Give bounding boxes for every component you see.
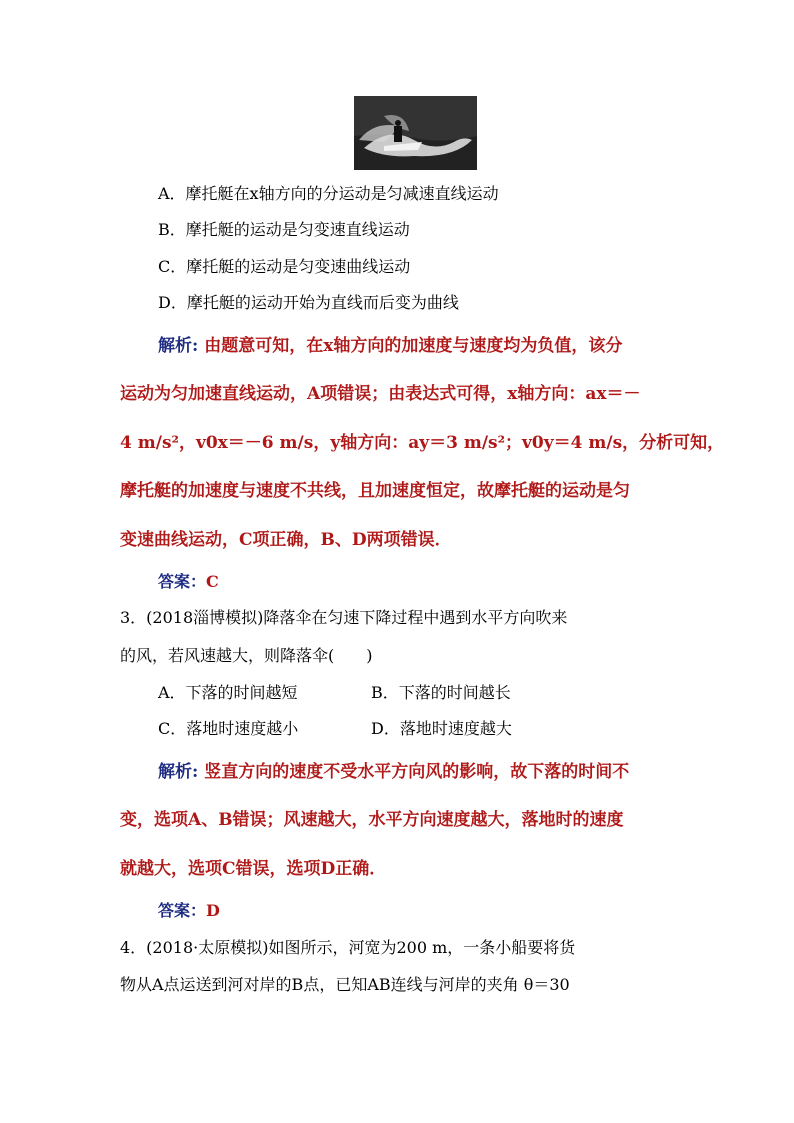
explanation-q3-line2: 变，选项A、B错误；风速越大，水平方向速度越大，落地时的速度 bbox=[120, 810, 624, 830]
question-3-line2: 的风，若风速越大，则降落伞( ) bbox=[120, 646, 373, 665]
option-q2-d: D．摩托艇的运动开始为直线而后变为曲线 bbox=[158, 293, 459, 312]
explanation-label: 解析: bbox=[158, 762, 199, 782]
explanation-q3-line3: 就越大，选项C错误，选项D正确． bbox=[120, 859, 387, 879]
option-q2-c: C．摩托艇的运动是匀变速曲线运动 bbox=[158, 257, 411, 276]
explanation-label: 解析: bbox=[158, 336, 199, 356]
explanation-q2-line3: 4 m/s²，v0x＝－6 m/s，y轴方向：ay＝3 m/s²；v0y＝4 m/s，分析可知， bbox=[120, 433, 725, 453]
options-q3-row1 bbox=[158, 683, 511, 703]
question-4-line2: 物从A点运送到河对岸的B点，已知AB连线与河岸的夹角 θ＝30 bbox=[120, 975, 570, 994]
option-q2-a: A．摩托艇在x轴方向的分运动是匀减速直线运动 bbox=[158, 184, 499, 203]
answer-q3 bbox=[158, 901, 220, 921]
explanation-q2-line5: 变速曲线运动，C项正确，B、D两项错误． bbox=[120, 530, 452, 550]
explanation-q2-line4: 摩托艇的加速度与速度不共线，且加速度恒定，故摩托艇的运动是匀 bbox=[120, 481, 630, 501]
option-q3-d: D．落地时速度越大 bbox=[371, 719, 512, 738]
explanation-q2-line1: 解析: 由题意可知，在x轴方向的加速度与速度均为负值，该分 bbox=[158, 336, 623, 356]
answer-label: 答案： bbox=[158, 901, 207, 920]
answer-q2 bbox=[158, 572, 219, 592]
question-4-line1: 4．(2018·太原模拟)如图所示，河宽为200 m，一条小船要将货 bbox=[120, 938, 576, 957]
options-q3-row2 bbox=[158, 719, 512, 739]
question-3-line1: 3．(2018淄博模拟)降落伞在匀速下降过程中遇到水平方向吹来 bbox=[120, 608, 568, 627]
answer-value: D bbox=[206, 901, 220, 920]
option-q2-b: B．摩托艇的运动是匀变速直线运动 bbox=[158, 220, 410, 239]
answer-label: 答案： bbox=[158, 572, 207, 591]
option-q3-a: A．下落的时间越短 bbox=[158, 683, 298, 702]
explanation-q2-line2: 运动为匀加速直线运动，A项错误；由表达式可得，x轴方向：ax＝－ bbox=[120, 384, 641, 404]
explanation-q3-line1: 解析: 竖直方向的速度不受水平方向风的影响，故下落的时间不 bbox=[158, 762, 630, 782]
option-q3-b: B．下落的时间越长 bbox=[371, 683, 511, 702]
answer-value: C bbox=[206, 572, 219, 591]
jet-ski-photo bbox=[354, 96, 477, 170]
option-q3-c: C．落地时速度越小 bbox=[158, 719, 299, 738]
